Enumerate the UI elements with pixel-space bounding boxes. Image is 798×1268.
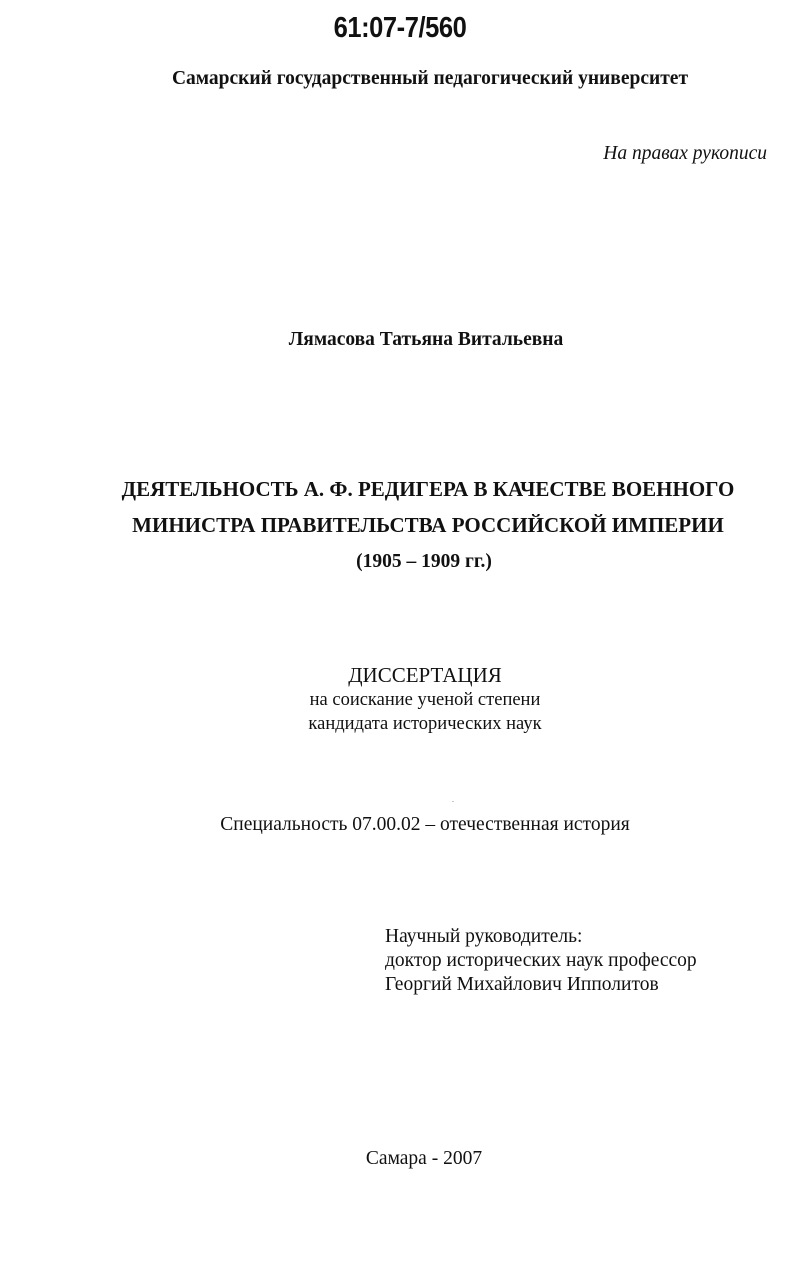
scan-speck [452, 801, 454, 802]
dissertation-title-line-2: МИНИСТРА ПРАВИТЕЛЬСТВА РОССИЙСКОЙ ИМПЕРИИ [132, 513, 724, 537]
dissertation-title-line-1: ДЕЯТЕЛЬНОСТЬ А. Ф. РЕДИГЕРА В КАЧЕСТВЕ ВОЕННОГО [121, 477, 735, 501]
dissertation-period: (1905 – 1909 гг.) [356, 551, 492, 572]
catalog-number: 61:07-7/560 [333, 12, 467, 44]
supervisor-label: Научный руководитель: [385, 926, 583, 947]
place-year: Самара - 2007 [365, 1148, 483, 1169]
author-name: Лямасова Татьяна Витальевна [288, 329, 564, 350]
manuscript-note: На правах рукописи [603, 143, 767, 164]
specialty: Специальность 07.00.02 – отечественная история [220, 814, 630, 835]
degree-line-2: кандидата исторических наук [308, 714, 542, 734]
degree-line-1: на соискание ученой степени [309, 690, 541, 710]
university-name: Самарский государственный педагогический университет [171, 68, 689, 89]
supervisor-block [385, 925, 697, 997]
supervisor-title: доктор исторических наук профессор [385, 950, 697, 971]
document-type: ДИССЕРТАЦИЯ [348, 663, 502, 687]
supervisor-name: Георгий Михайлович Ипполитов [385, 974, 659, 995]
